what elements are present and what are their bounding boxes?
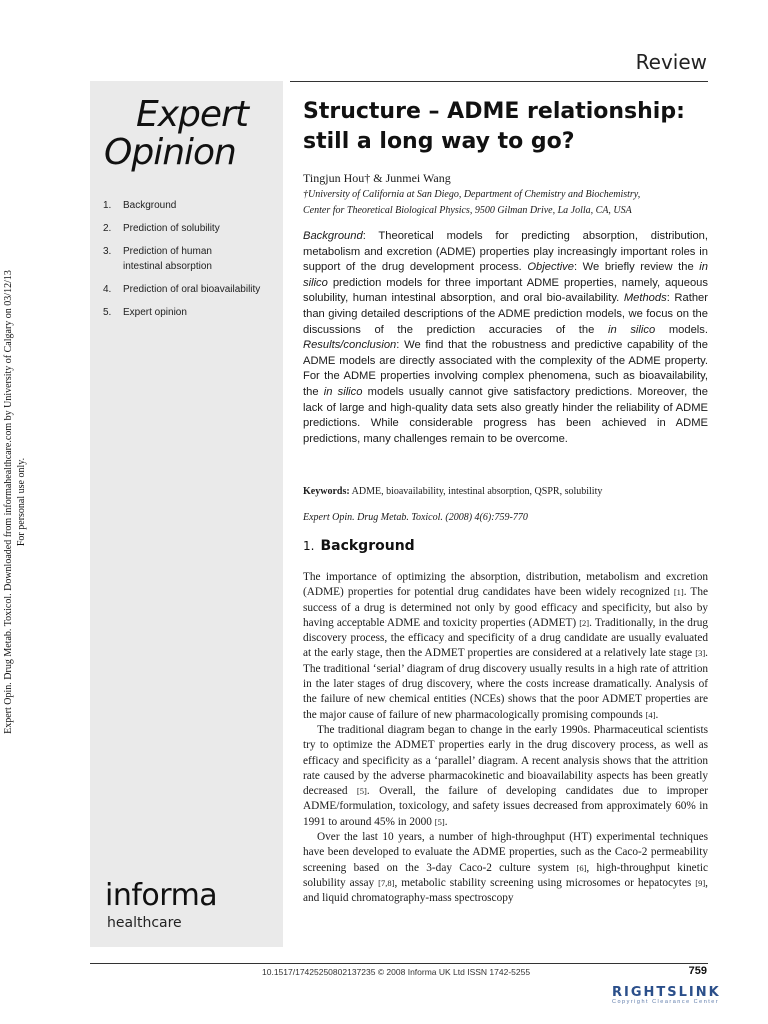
body-paragraph: [303, 723, 708, 830]
body-text: . The success of a drug is determined not only by good efficacy and specificity, but also by having acceptable ADME and toxicity properties (ADMET): [303, 586, 708, 629]
in-silico-term: in silico: [323, 385, 363, 398]
abstract-text: models usually cannot give satisfactory predictions. Moreover, the lack of large and high-quality data sets also greatly hinder the reliability of ADME predictions. While considerable progress has been achieved in ADME predictions, many challenges remain to be overcome.: [303, 385, 708, 445]
abstract-label-methods: Methods: [623, 292, 667, 305]
in-silico-term: in silico: [303, 261, 708, 289]
reference-link[interactable]: [9]: [695, 877, 706, 888]
journal-brand-line2: Opinion: [104, 132, 236, 173]
doi-line: 10.1517/17425250802137235 © 2008 Informa UK Ltd ISSN 1742-5255: [262, 967, 531, 977]
reference-link[interactable]: [4]: [645, 709, 656, 720]
abstract-text: : We briefly review the: [574, 261, 700, 274]
toc-label: Background: [123, 200, 177, 211]
reference-link[interactable]: [2]: [579, 617, 590, 628]
toc-item-background[interactable]: [103, 198, 278, 213]
in-silico-term: in silico: [607, 323, 656, 336]
toc-number: 1.: [103, 200, 112, 211]
abstract-text: models.: [655, 323, 708, 336]
reference-link[interactable]: [1]: [673, 587, 684, 598]
reference-link[interactable]: [7,8]: [378, 877, 395, 888]
body-text: .: [655, 708, 659, 721]
keywords: [303, 486, 708, 497]
abstract-text: : Theoretical models for predicting absorption, distribution, metabolism and excretion (ADME) properties play increasingly important roles in support of the drug development process.: [303, 230, 708, 274]
footer-rule: [90, 963, 708, 964]
publisher-logo: informa: [105, 878, 218, 913]
toc-number: 2.: [103, 223, 112, 234]
body-text: . Overall, the failure of developing candidates due to improper ADME/formulation, toxicology, and safety issues decreased from approximately 60% in 1991 to around 45% in 2000: [303, 785, 708, 828]
toc-number: 3.: [103, 246, 112, 257]
reference-link[interactable]: [5]: [434, 816, 445, 827]
reference-link[interactable]: [5]: [356, 786, 367, 797]
journal-brand: [104, 96, 274, 172]
table-of-contents: [103, 198, 278, 328]
article-title: Structure – ADME relationship: still a long way to go?: [303, 99, 685, 154]
publisher-tagline: healthcare: [107, 915, 182, 931]
section-label: Review: [635, 50, 707, 74]
abstract: [303, 229, 708, 447]
toc-label: Expert opinion: [123, 307, 187, 318]
toc-label: Prediction of oral bioavailability: [123, 284, 261, 295]
keywords-label: Keywords:: [303, 486, 350, 497]
toc-item-solubility[interactable]: [103, 221, 278, 236]
author-affiliation: [303, 187, 708, 219]
body-text: Over the last 10 years, a number of high-throughput (HT) experimental techniques have been developed to evaluate the ADME properties, such as the Caco-2 permeability screening based on the 3-day Caco-2 culture system: [303, 831, 708, 874]
section-number: 1.: [303, 539, 315, 553]
abstract-text: prediction models for three important ADME properties, namely, aqueous solubility, human intestinal absorption, and oral bio-availability.: [303, 276, 708, 305]
reference-link[interactable]: [3]: [695, 648, 706, 659]
body-text: The importance of optimizing the absorption, distribution, metabolism and excretion (ADME) properties for potential drug candidates have been widely recognized: [303, 571, 708, 599]
body-text: , metabolic stability screening using microsomes or hepatocytes: [394, 876, 696, 889]
body-paragraph: [303, 570, 708, 723]
toc-number: 5.: [103, 307, 112, 318]
abstract-label-results: Results/conclusion: [303, 339, 397, 352]
header-rule: [290, 81, 708, 82]
affiliation-line2: Center for Theoretical Biological Physics, 9500 Gilman Drive, La Jolla, CA, USA: [303, 205, 632, 216]
download-notice-line1: Expert Opin. Drug Metab. Toxicol. Downloaded from informahealthcare.com by University of Calgary on 03/12/13: [3, 270, 14, 734]
keywords-list: ADME, bioavailability, intestinal absorption, QSPR, solubility: [351, 486, 603, 497]
abstract-label-objective: Objective: [527, 261, 574, 274]
abstract-label-background: Background: [303, 230, 363, 242]
article-body: [303, 570, 708, 907]
body-text: .: [444, 815, 448, 828]
article-authors: Tingjun Hou† & Junmei Wang: [303, 171, 451, 185]
body-text: , and liquid chromatography-mass spectroscopy: [303, 876, 708, 905]
rightslink-logo[interactable]: [612, 985, 754, 1013]
reference-link[interactable]: [6]: [576, 862, 587, 873]
article-citation: Expert Opin. Drug Metab. Toxicol. (2008) 4(6):759-770: [303, 512, 528, 523]
body-text: , high-throughput kinetic solubility assay: [303, 861, 708, 889]
journal-brand-line1: Expert: [136, 94, 248, 135]
abstract-text: : We find that the robustness and predictive capability of the ADME models are directly associated with the complexity of the ADME property. For the ADME properties involving complex phenomena, such as bioavailability, the: [303, 339, 708, 398]
body-text: The traditional diagram began to change in the early 1990s. Pharmaceutical scientists try to optimize the ADMET properties early in the drug discovery process, as well as efficacy and specificity as a ‘parallel’ diagram. A recent analysis shows that the attrition rate caused by the adverse pharmacokinetic and bioavailability aspects has been greatly decreased: [303, 723, 708, 798]
toc-item-expert-opinion[interactable]: [103, 305, 278, 320]
toc-number: 4.: [103, 284, 112, 295]
body-paragraph: [303, 830, 708, 906]
rightslink-text: RIGHTSLINK: [612, 985, 721, 1000]
abstract-text: : Rather than giving detailed descriptions of the ADME prediction models, we focus on the discussions of the prediction accuracies of the: [303, 292, 708, 336]
body-text: . Traditionally, in the drug discovery process, the efficacy and specificity of a drug candidate are usually evaluated at the early stage, then the ADMET properties are considered at a relatively late stage: [303, 616, 709, 660]
rightslink-subtext: Copyright Clearance Center: [612, 999, 720, 1005]
page-number: 759: [688, 965, 707, 977]
toc-label: Prediction of human intestinal absorption: [123, 246, 212, 272]
body-text: . The traditional ‘serial’ diagram of drug discovery usually results in a high rate of attrition in the later stages of drug discovery, where the costs increase dramatically. Analysis of the failure of new chemical entities (NCEs) shows that the poor ADMET properties are the major cause of failure of new pharmacologically promising compounds: [303, 647, 708, 721]
toc-item-oral-bioavailability[interactable]: [103, 282, 278, 297]
toc-label: Prediction of solubility: [123, 223, 220, 234]
download-notice-line2: For personal use only.: [16, 457, 27, 547]
affiliation-line1: †University of California at San Diego, Department of Chemistry and Biochemistry,: [303, 189, 641, 200]
toc-item-intestinal-absorption[interactable]: [103, 244, 278, 274]
section-heading: [303, 538, 708, 554]
section-title: Background: [320, 538, 415, 554]
